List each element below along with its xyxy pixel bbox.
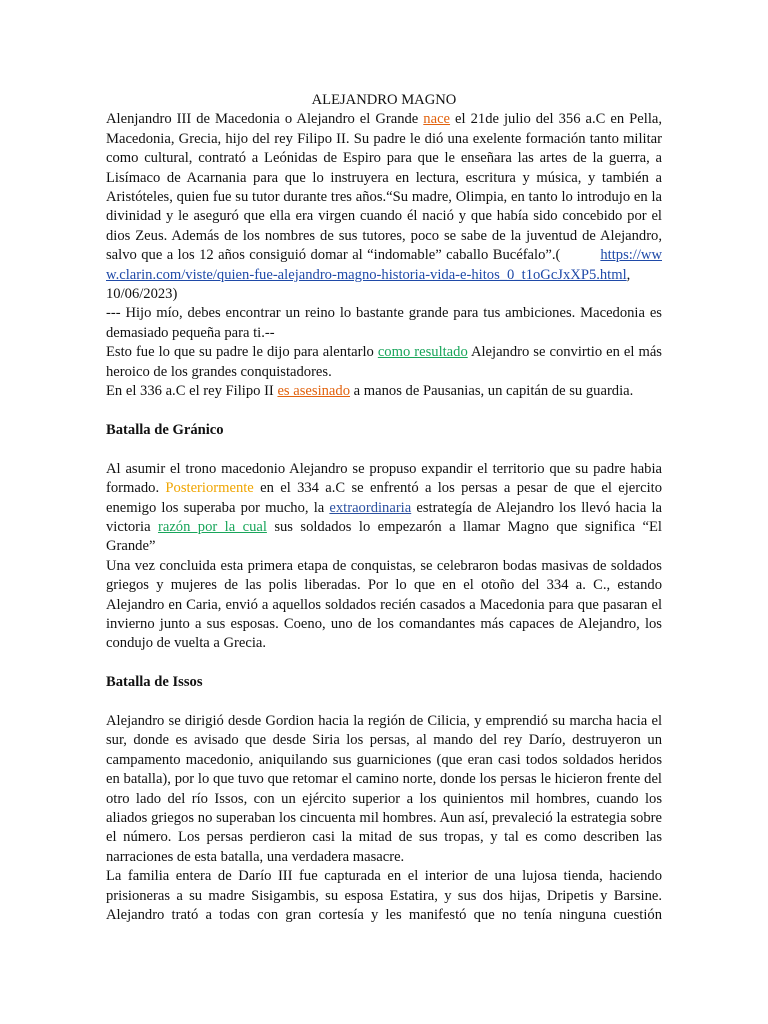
issos-paragraph-2: La familia entera de Darío III fue capturada en el interior de una lujosa tienda, haciendo prisioneras a su madre Sisigambis, su esposa Estatira, y sus dos hijas, Dripetis y Barsine. Alejandro trató a todas con gran cortesía y les manifestó que no tenía ninguna cuestión [106,868,662,923]
quote-paragraph: --- Hijo mío, debes encontrar un reino lo bastante grande para tus ambiciones. Macedonia es demasiado pequeña para ti.-- [106,305,662,341]
intro-text-a: Alenjandro III de Macedonia o Alejandro el Grande [106,111,424,128]
highlight-extraordinaria: extraordinaria [329,499,412,516]
highlight-nace: nace [423,111,451,128]
granico-paragraph-2: Una vez concluida esta primera etapa de conquistas, se celebraron bodas masivas de soldados griegos y mujeres de las polis liberadas. Por lo que en el otoño del 334 a. C., estando Alejandro en Caria, envió a aquellos soldados recién casados a Macedonia para que pasaran el invierno junto a sus esposas. Coeno, uno de los comandantes más capaces de Alejandro, los condujo de vuelta a Grecia. [106,557,662,652]
granico-text-d: sus soldados lo empezarón a llamar Magno que significa “El Grande” [106,518,662,555]
highlight-razon-por-la-cual: razón por la cual [157,518,267,535]
spacer [106,440,662,459]
source-link[interactable]: https://www.clarin.com/viste/quien-fue-alejandro-magno-historia-vida-e-hitos_0_t1oGcJxXP5.html [106,247,662,283]
death-paragraph [106,382,662,401]
father-text-a: Esto fue lo que su padre le dijo para alentarlo [106,344,378,361]
issos-paragraph-1: Alejandro se dirigió desde Gordion hacia la región de Cilicia, y emprendió su marcha hacia el sur, donde es avisado que desde Siria los persas, al mando del rey Darío, destruyeron un campamento macedonio, aniquilando sus guarniciones (que eran casi todos soldados heridos en batalla), por lo que tuvo que retomar el camino norte, donde los persas le hicieron frente del otro lado del río Issos, con un ejército superior a los quinientos mil hombres, cuando los aliados griegos no superaban los cincuenta mil hombres. Aun así, prevaleció la estrategia sobre el número. Los persas perdieron casi la mitad de sus tropas, y tal es como describen las narraciones de esta batalla, una verdadera masacre. [106,712,662,865]
spacer [106,402,662,421]
father-paragraph [106,343,662,382]
granico-text-b: en el 334 a.C se enfrentó a los persas a pesar de que el ejercito enemigo los superaba por mucho, la [106,480,662,516]
granico-text-c: estrategía de Alejandro los llevó hacia la victoria [106,499,662,535]
spacer [106,654,662,673]
highlight-como-resultado: como resultado [377,344,468,361]
death-text-a: En el 336 a.C el rey Filipo II [106,383,278,400]
intro-text-c: , 10/06/2023) [106,266,631,303]
heading-granico: Batalla de Gránico [106,421,224,438]
intro-text-b: el 21de julio del 356 a.C en Pella, Macedonia, Grecia, hijo del rey Filipo II. Su padre le dió una exelente formación tanto militar como cultural, contrató a Leónidas de Espiro para que le enseñara las artes de la guerra, a Lisímaco de Acarnania para que lo instruyera en lectura, escritura y música, y también a Aristóteles, quien fue su tutor durante tres años.“Su madre, Olimpia, en tanto lo introdujo en la divinidad y le aseguró que ella era virgen cuando él nació y que había sido concebido por el dios Zeus. Además de los nombres de sus tutores, poco se sabe de la juventud de Alejandro, salvo que a los 12 años consiguió domar al “indomable” caballo Bucéfalo”.( [106,111,662,264]
death-text-b: a manos de Pausanias, un capitán de su guardia. [350,383,634,400]
spacer [106,693,662,712]
highlight-posteriormente: Posteriormente [165,480,254,497]
document-body [106,91,662,925]
page-title: ALEJANDRO MAGNO [311,92,457,108]
heading-issos: Batalla de Issos [106,674,203,691]
highlight-es-asesinado: es asesinado [277,383,350,400]
granico-paragraph-1 [106,460,662,557]
granico-text-a: Al asumir el trono macedonio Alejandro se propuso expandir el territorio que su padre habia formado. [106,460,662,497]
father-text-b: Alejandro se convirtio en el más heroico de los grandes conquistadores. [106,344,662,380]
intro-paragraph [106,110,662,304]
